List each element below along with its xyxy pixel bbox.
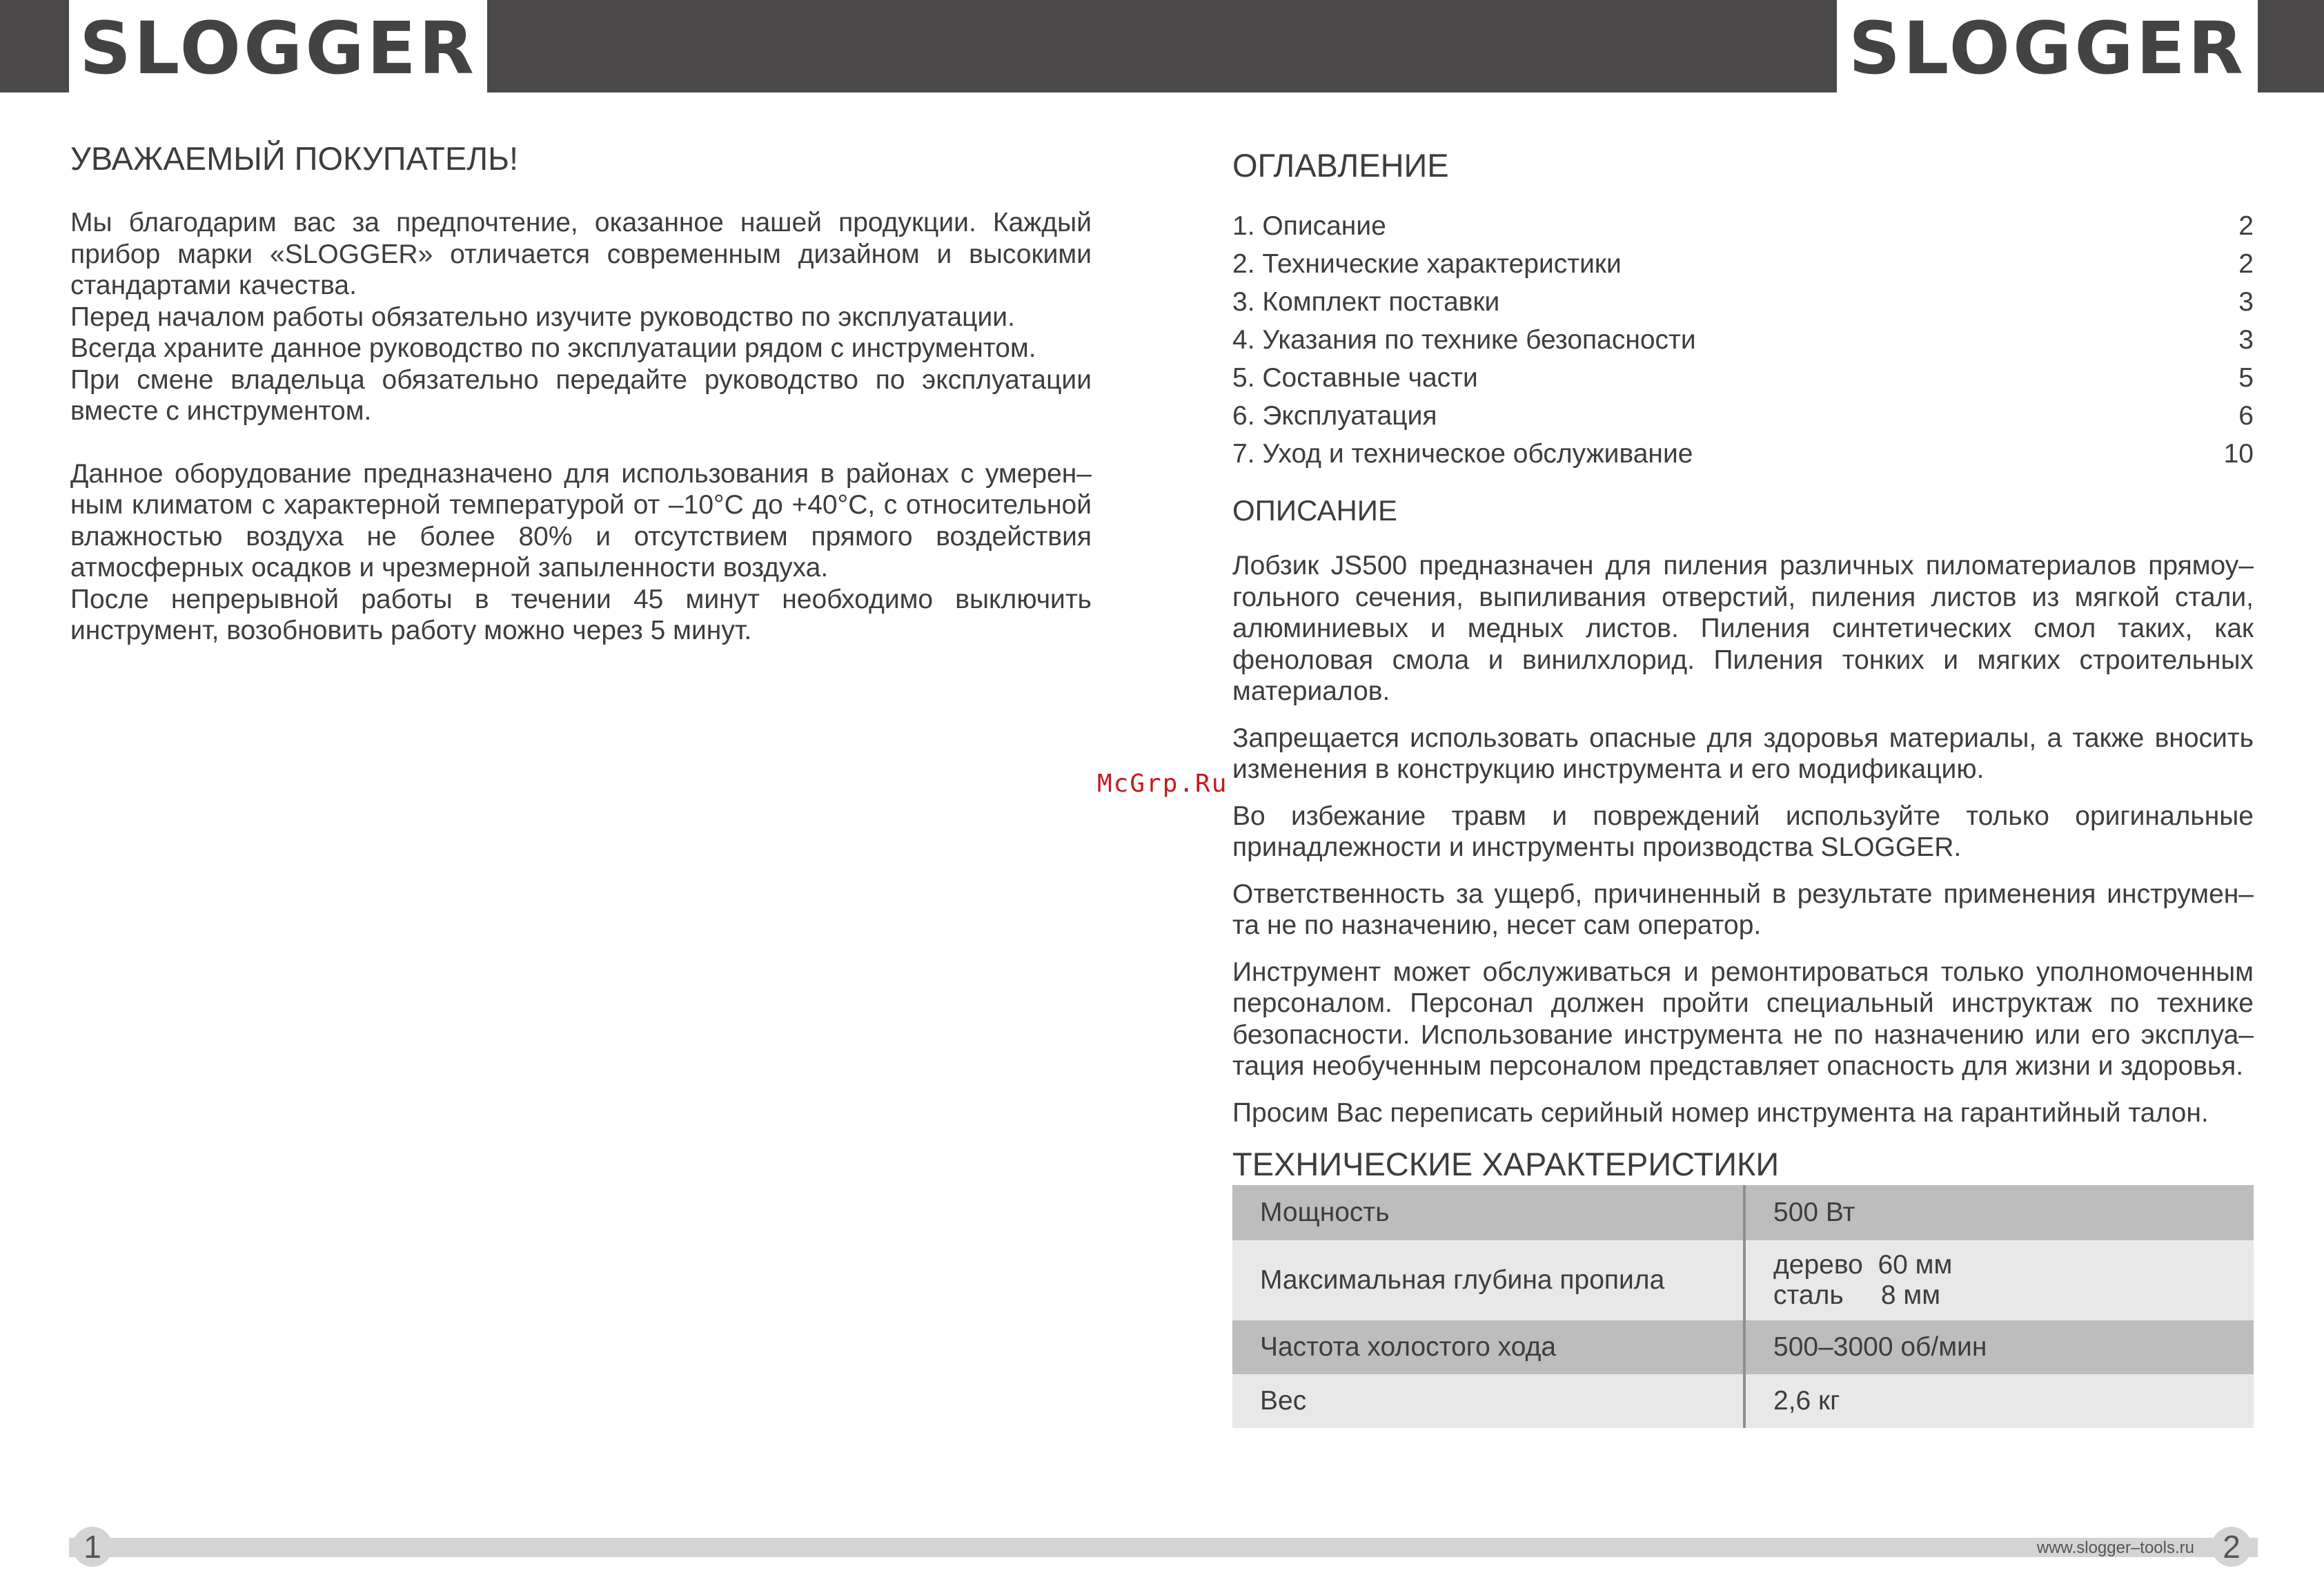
spec-key: Мощность xyxy=(1232,1185,1744,1240)
logo-text-left: SLOGGER xyxy=(79,6,477,90)
page-number-left: 1 xyxy=(72,1527,112,1567)
specs-table xyxy=(1232,1185,2254,1428)
toc-title: ОГЛАВЛЕНИЕ xyxy=(1232,147,1449,184)
table-row xyxy=(1232,1320,2254,1374)
description-text xyxy=(1232,550,2254,1129)
logo-left xyxy=(69,0,487,92)
toc-item[interactable]: 6. Эксплуатация 6 xyxy=(1232,401,2254,431)
website-link[interactable]: www.slogger–tools.ru xyxy=(2036,1538,2194,1557)
toc-item[interactable]: 7. Уход и техническое обслуживание 10 xyxy=(1232,439,2254,469)
table-row xyxy=(1232,1185,2254,1240)
specs-title: ТЕХНИЧЕСКИЕ ХАРАКТЕРИСТИКИ xyxy=(1232,1146,1780,1182)
greeting-paragraph-2: Перед началом работы обязательно изучите руководство по эксплуатации. xyxy=(70,302,1015,332)
spec-value-line: дерево 60 мм xyxy=(1773,1250,1953,1280)
toc-item[interactable]: 3. Комплект поставки 3 xyxy=(1232,287,2254,317)
greeting-paragraph-6: После непрерывной работы в течении 45 минут необходимо выключить инструмент, возобновить работу можно через 5 минут. xyxy=(70,584,1092,645)
spec-value: 2,6 кг xyxy=(1744,1374,2254,1428)
toc-item[interactable]: 5. Составные части 5 xyxy=(1232,363,2254,393)
spec-value xyxy=(1744,1240,2254,1320)
greeting-paragraph-4: При смене владельца обязательно передайте руководство по эксплуатации вместе с инструментом. xyxy=(70,364,1092,426)
description-paragraph: Запрещается использовать опасные для здоровья материалы, а также вносить изменения в конструкцию инструмента и его модификацию. xyxy=(1232,723,2254,784)
table-row xyxy=(1232,1240,2254,1320)
spec-key: Частота холостого хода xyxy=(1232,1320,1744,1374)
greeting-paragraph-3: Всегда храните данное руководство по эксплуатации рядом с инструментом. xyxy=(70,333,1036,363)
watermark: McGrp.Ru xyxy=(1097,770,1228,798)
left-column xyxy=(70,138,1092,647)
spec-value: 500 Вт xyxy=(1744,1185,2254,1240)
greeting-paragraph-1: Мы благодарим вас за предпочтение, оказанное нашей продукции. Каждый прибор марки «SLOGGER» отличается современным дизайном и высокими стандартами качества. xyxy=(70,208,1092,300)
logo-text-right: SLOGGER xyxy=(1849,6,2246,90)
description-paragraph: Ответственность за ущерб, причиненный в результате применения инструмен– та не по назначению, несет сам оператор. xyxy=(1232,879,2254,940)
toc-item[interactable]: 1. Описание 2 xyxy=(1232,211,2254,241)
toc-list xyxy=(1232,207,2254,473)
spec-value: 500–3000 об/мин xyxy=(1744,1320,2254,1374)
logo-right xyxy=(1837,0,2258,92)
toc-item[interactable]: 4. Указания по технике безопасности 3 xyxy=(1232,325,2254,355)
table-row xyxy=(1232,1374,2254,1428)
description-title: ОПИСАНИЕ xyxy=(1232,494,1397,527)
spec-key: Вес xyxy=(1232,1374,1744,1428)
spec-key: Максимальная глубина пропила xyxy=(1232,1240,1744,1320)
page-number-right: 2 xyxy=(2212,1527,2252,1567)
greeting-paragraph-5: Данное оборудование предназначено для использования в районах с умерен– ным климатом с характерной температурой от –10°С до +40°С, с относительной влажностью воздуха не более 80% и отсутствием прямого воздействия атмосферных осадков и чрезмерной запыленности воздуха. xyxy=(70,458,1092,583)
description-paragraph: Лобзик JS500 предназначен для пиления различных пиломатериалов прямоу– гольного сечения, выпиливания отверстий, пиления листов из мягкой стали, алюминиевых и медных листов. Пиления синтетических смол таких, как феноловая смола и винилхлорид. Пиления тонких и мягких строительных материалов. xyxy=(1232,551,2254,706)
right-column xyxy=(1232,145,2254,1428)
toc-item[interactable]: 2. Технические характеристики 2 xyxy=(1232,249,2254,279)
spec-value-line: сталь 8 мм xyxy=(1773,1280,1941,1310)
description-paragraph: Инструмент может обслуживаться и ремонтироваться только уполномоченным персоналом. Персонал должен пройти специальный инструктаж по технике безопасности. Использование инструмента не по назначению или его эксплуа– тация необученным персоналом представляет опасность для жизни и здоровья. xyxy=(1232,957,2254,1081)
description-paragraph: Просим Вас переписать серийный номер инструмента на гарантийный талон. xyxy=(1232,1097,2209,1128)
description-paragraph: Во избежание травм и повреждений используйте только оригинальные принадлежности и инструменты производства SLOGGER. xyxy=(1232,801,2254,862)
footer-bar xyxy=(69,1538,2258,1557)
greeting-title: УВАЖАЕМЫЙ ПОКУПАТЕЛЬ! xyxy=(70,140,519,177)
